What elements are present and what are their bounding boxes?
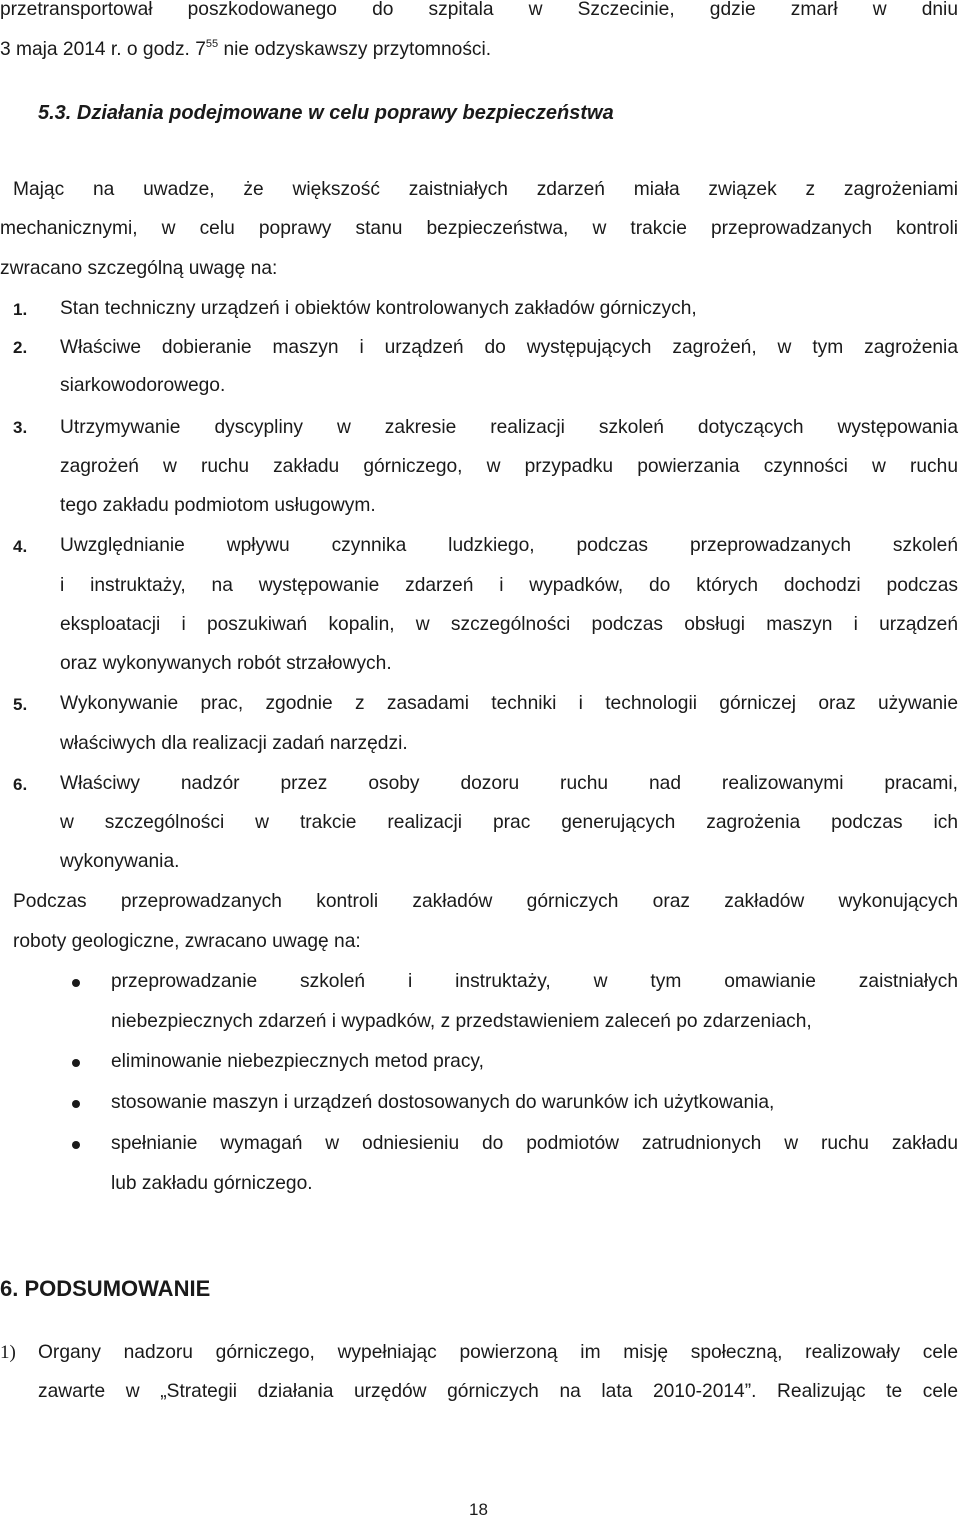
list-number: 6. (13, 775, 28, 794)
bullet-icon (72, 1059, 80, 1067)
list-item-line: właściwych dla realizacji zadań narzędzi. (60, 733, 408, 754)
bullet-item-line: lub zakładu górniczego. (111, 1173, 313, 1194)
para-line: mechanicznymi, w celu poprawy stanu bezpieczeństwa, w trakcie przeprowadzanych kontroli (0, 218, 958, 239)
section-heading: 5.3. Działania podejmowane w celu poprawy bezpieczeństwa (38, 102, 614, 124)
list-item-line: wykonywania. (60, 851, 180, 872)
list-number: 5. (13, 695, 28, 714)
intro-line-2-text: 3 maja 2014 r. o godz. 7 (0, 39, 206, 60)
list-number: 4. (13, 537, 28, 556)
summary-heading: 6. PODSUMOWANIE (0, 1276, 211, 1301)
para-line: Mając na uwadze, że większość zaistniałych zdarzeń miała związek z zagrożeniami (13, 179, 958, 200)
list-item-line: Utrzymywanie dyscypliny w zakresie realizacji szkoleń dotyczących występowania (60, 417, 958, 438)
time-minutes-superscript: 55 (205, 38, 219, 50)
list-item-line: siarkowodorowego. (60, 375, 226, 396)
list-item-line: Wykonywanie prac, zgodnie z zasadami techniki i technologii górniczej oraz używanie (60, 693, 958, 714)
para-line: zwracano szczególną uwagę na: (0, 258, 278, 279)
list-item-line: i instruktaży, na występowanie zdarzeń i wypadków, do których dochodzi podczas (60, 575, 958, 596)
list-item-line: Uwzględnianie wpływu czynnika ludzkiego, podczas przeprowadzanych szkoleń (60, 535, 958, 556)
intro-line-1: przetransportował poszkodowanego do szpitala w Szczecinie, gdzie zmarł w dniu (0, 0, 958, 20)
bullet-item-line: przeprowadzanie szkoleń i instruktaży, w tym omawianie zaistniałych (111, 971, 958, 992)
list-number: 2. (13, 338, 28, 357)
page-number: 18 (469, 1500, 488, 1519)
summary-item-line: zawarte w „Strategii działania urzędów górniczych na lata 2010-2014”. Realizując te cele (38, 1381, 958, 1402)
bullet-icon (72, 1100, 80, 1108)
bullet-icon (72, 1141, 80, 1149)
para-line: Podczas przeprowadzanych kontroli zakładów górniczych oraz zakładów wykonujących (13, 891, 958, 912)
list-number: 3. (13, 418, 28, 437)
list-item-line: Właściwy nadzór przez osoby dozoru ruchu nad realizowanymi pracami, (60, 773, 958, 794)
bullet-icon (72, 979, 80, 987)
list-item-line: oraz wykonywanych robót strzałowych. (60, 653, 392, 674)
list-item-line: w szczególności w trakcie realizacji prac generujących zagrożenia podczas ich (60, 812, 958, 833)
list-item-line: Stan techniczny urządzeń i obiektów kontrolowanych zakładów górniczych, (60, 298, 697, 319)
bullet-item-line: stosowanie maszyn i urządzeń dostosowanych do warunków ich użytkowania, (111, 1092, 775, 1113)
bullet-item-line: niebezpiecznych zdarzeń i wypadków, z przedstawieniem zaleceń po zdarzeniach, (111, 1011, 812, 1032)
intro-line-2-end: nie odzyskawszy przytomności. (218, 39, 492, 60)
summary-item-line: Organy nadzoru górniczego, wypełniając powierzoną im misję społeczną, realizowały cele (38, 1342, 958, 1363)
para-line: roboty geologiczne, zwracano uwagę na: (13, 931, 361, 952)
list-item-line: zagrożeń w ruchu zakładu górniczego, w przypadku powierzania czynności w ruchu (60, 456, 958, 477)
summary-item-number: 1) (0, 1342, 16, 1363)
bullet-item-line: eliminowanie niebezpiecznych metod pracy, (111, 1051, 484, 1072)
list-item-line: Właściwe dobieranie maszyn i urządzeń do występujących zagrożeń, w tym zagrożenia (60, 337, 958, 358)
bullet-item-line: spełnianie wymagań w odniesieniu do podmiotów zatrudnionych w ruchu zakładu (111, 1133, 958, 1154)
list-item-line: eksploatacji i poszukiwań kopalin, w szczególności podczas obsługi maszyn i urządzeń (60, 614, 958, 635)
intro-line-2 (0, 38, 491, 62)
list-item-line: tego zakładu podmiotom usługowym. (60, 495, 376, 516)
list-number: 1. (13, 300, 28, 319)
